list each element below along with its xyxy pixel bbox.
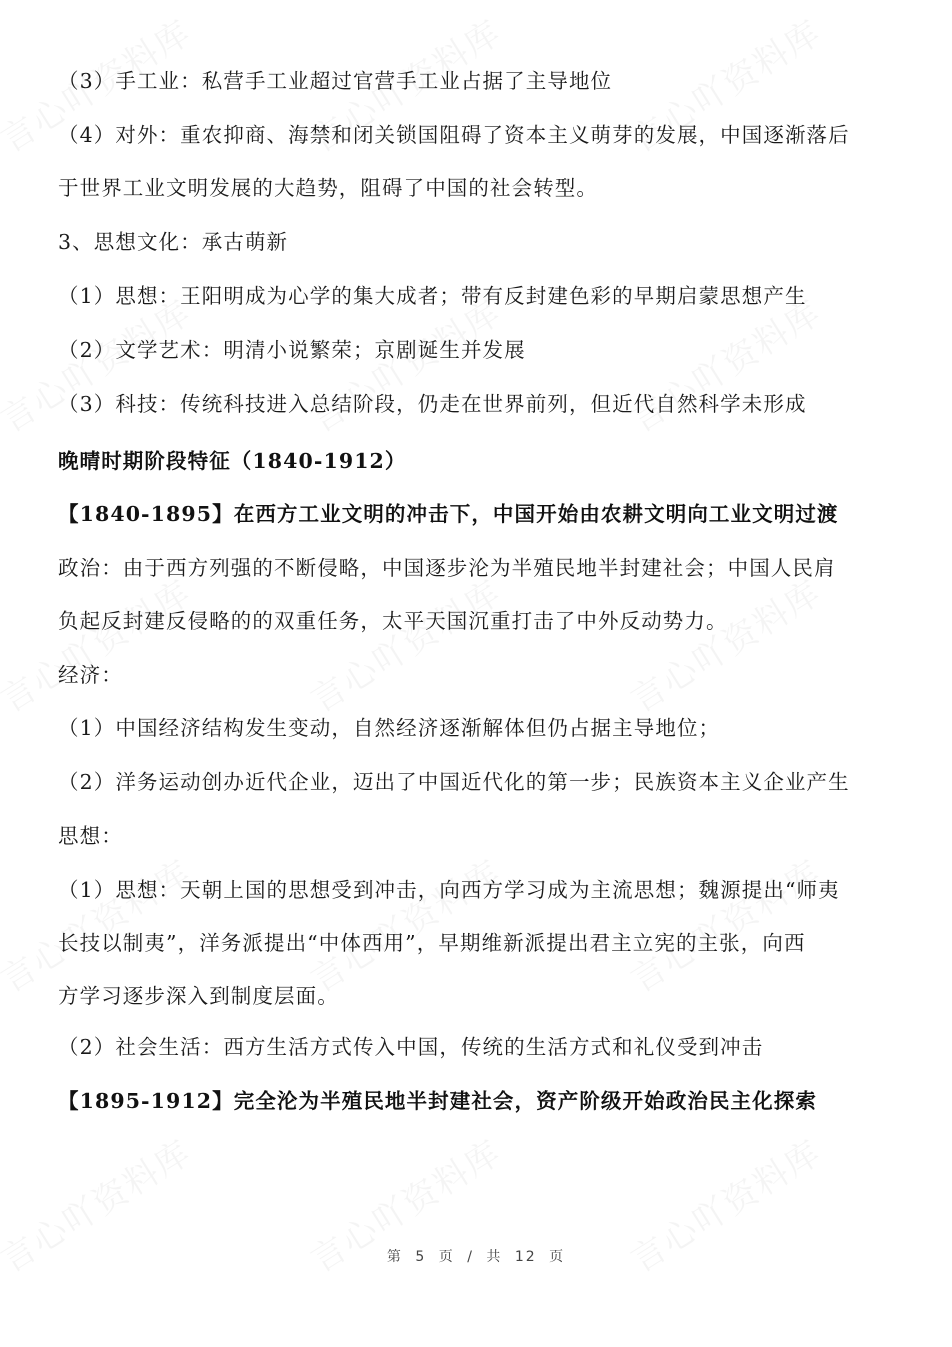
text-line: 3、思想文化：承古萌新 xyxy=(58,230,289,254)
text-line: （3）科技：传统科技进入总结阶段，仍走在世界前列，但近代自然科学未形成 xyxy=(58,392,807,416)
footer-prefix: 第 xyxy=(386,1249,403,1265)
text-line: （2）社会生活：西方生活方式传入中国，传统的生活方式和礼仪受到冲击 xyxy=(58,1035,764,1059)
text-line: 方学习逐步深入到制度层面。 xyxy=(58,984,339,1008)
text-line: 思想： xyxy=(58,824,123,848)
text-line: 经济： xyxy=(58,663,123,687)
text-line: （1）思想：天朝上国的思想受到冲击，向西方学习成为主流思想；魏源提出“师夷 xyxy=(58,878,840,902)
text-line: 政治：由于西方列强的不断侵略，中国逐步沦为半殖民地半封建社会；中国人民肩 xyxy=(58,556,836,580)
footer-total-unit: 页 xyxy=(549,1249,566,1265)
text-line: （1）中国经济结构发生变动，自然经济逐渐解体但仍占据主导地位； xyxy=(58,716,721,740)
section-heading: 晚晴时期阶段特征（1840-1912） xyxy=(58,449,407,473)
page-footer xyxy=(0,1246,952,1266)
footer-separator: / xyxy=(467,1249,474,1265)
total-page-count: 12 xyxy=(514,1249,537,1265)
section-heading: 【1840-1895】在西方工业文明的冲击下，中国开始由农耕文明向工业文明过渡 xyxy=(58,502,839,526)
text-line: （3）手工业：私营手工业超过官营手工业占据了主导地位 xyxy=(58,69,613,93)
footer-page-unit: 页 xyxy=(438,1249,455,1265)
text-line: （1）思想：王阳明成为心学的集大成者；带有反封建色彩的早期启蒙思想产生 xyxy=(58,284,807,308)
footer-total-prefix: 共 xyxy=(486,1249,503,1265)
text-line: （2）洋务运动创办近代企业，迈出了中国近代化的第一步；民族资本主义企业产生 xyxy=(58,770,850,794)
current-page-number: 5 xyxy=(415,1249,427,1265)
text-line: （4）对外：重农抑商、海禁和闭关锁国阻碍了资本主义萌芽的发展，中国逐渐落后 xyxy=(58,123,850,147)
text-line: 于世界工业文明发展的大趋势，阻碍了中国的社会转型。 xyxy=(58,176,598,200)
text-line: 长技以制夷”，洋务派提出“中体西用”，早期维新派提出君主立宪的主张，向西 xyxy=(58,931,806,955)
text-line: （2）文学艺术：明清小说繁荣；京剧诞生并发展 xyxy=(58,338,526,362)
section-heading: 【1895-1912】完全沦为半殖民地半封建社会，资产阶级开始政治民主化探索 xyxy=(58,1089,817,1113)
text-line: 负起反封建反侵略的的双重任务，太平天国沉重打击了中外反动势力。 xyxy=(58,609,728,633)
